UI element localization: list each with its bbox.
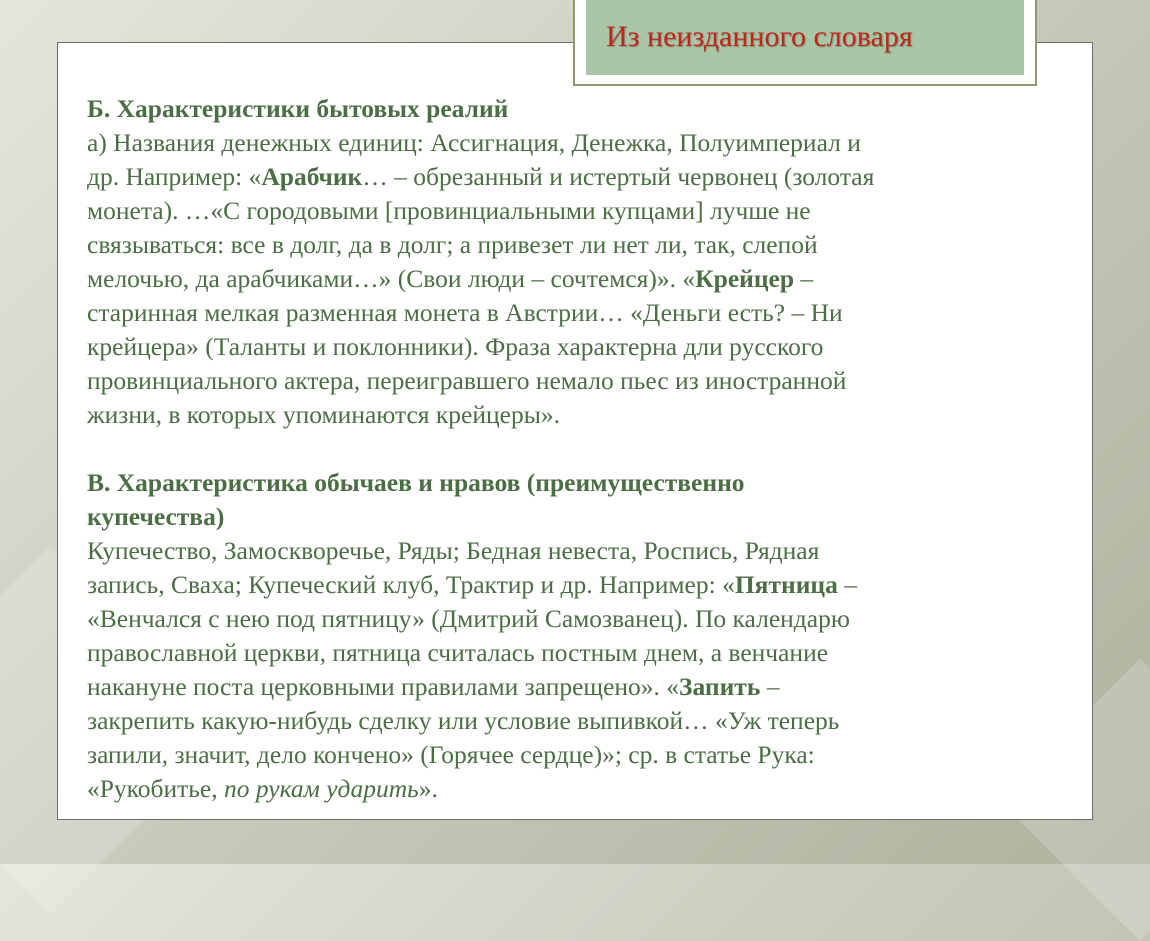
text-segment: провинциального актера, переигравшего немало пьес из иностранной bbox=[87, 366, 847, 395]
text-segment: монета). …«С городовыми [провинциальными купцами] лучше не bbox=[87, 196, 811, 225]
term-highlight: Пятница bbox=[734, 570, 838, 599]
text-line bbox=[87, 568, 1087, 602]
section-v-heading-line: В. Характеристика обычаев и нравов (преимущественно bbox=[87, 468, 745, 497]
title-bar bbox=[586, 0, 1024, 75]
term-highlight: Запить bbox=[679, 672, 761, 701]
text-segment: а) Названия денежных единиц: Ассигнация, Денежка, Полуимпериал и bbox=[87, 128, 861, 157]
text-segment: накануне поста церковными правилами запрещено». « bbox=[87, 672, 680, 701]
text-segment: старинная мелкая разменная монета в Австрии… «Деньги есть? – Ни bbox=[87, 298, 843, 327]
slide-title: Из неизданного словаря bbox=[606, 20, 913, 53]
text-segment: «Рукобитье, bbox=[87, 774, 224, 803]
italic-phrase: по рукам ударить bbox=[224, 774, 419, 803]
text-segment: – bbox=[760, 672, 780, 701]
text-segment: запили, значит, дело кончено» (Горячее сердце)»; ср. в статье Рука: bbox=[87, 740, 815, 769]
text-line bbox=[87, 330, 1087, 364]
text-segment: – bbox=[794, 264, 814, 293]
text-segment: мелочью, да арабчиками…» (Свои люди – сочтемся)». « bbox=[87, 264, 696, 293]
text-segment: закрепить какую-нибудь сделку или условие выпивкой… «Уж теперь bbox=[87, 706, 840, 735]
text-segment: православной церкви, пятница считалась постным днем, а венчание bbox=[87, 638, 829, 667]
text-line bbox=[87, 160, 1087, 194]
text-line bbox=[87, 704, 1087, 738]
text-line bbox=[87, 126, 1087, 160]
text-segment: … – обрезанный и истертый червонец (золотая bbox=[362, 162, 875, 191]
text-segment: «Венчался с нею под пятницу» (Дмитрий Самозванец). По календарю bbox=[87, 604, 850, 633]
text-segment: Купечество, Замоскворечье, Ряды; Бедная невеста, Роспись, Рядная bbox=[87, 536, 820, 565]
text-line bbox=[87, 738, 1087, 772]
term-highlight: Крейцер bbox=[695, 264, 795, 293]
text-segment: крейцера» (Таланты и поклонники). Фраза характерна дли русского bbox=[87, 332, 824, 361]
text-line bbox=[87, 228, 1087, 262]
text-segment: связываться: все в долг, да в долг; а привезет ли нет ли, так, слепой bbox=[87, 230, 818, 259]
section-v-heading-line: купечества) bbox=[87, 502, 225, 531]
text-line bbox=[87, 602, 1087, 636]
text-segment: – bbox=[837, 570, 857, 599]
term-highlight: Арабчик bbox=[261, 162, 363, 191]
section-b-heading: Б. Характеристики бытовых реалий bbox=[87, 94, 509, 123]
text-line bbox=[87, 772, 1087, 806]
text-segment: ». bbox=[418, 774, 438, 803]
text-line bbox=[87, 296, 1087, 330]
text-line bbox=[87, 194, 1087, 228]
text-segment: др. Например: « bbox=[87, 162, 262, 191]
text-line bbox=[87, 364, 1087, 398]
text-line bbox=[87, 534, 1087, 568]
text-line bbox=[87, 636, 1087, 670]
text-segment: жизни, в которых упоминаются крейцеры». bbox=[87, 400, 560, 429]
text-segment: запись, Сваха; Купеческий клуб, Трактир и др. Например: « bbox=[87, 570, 735, 599]
section-b-text bbox=[87, 126, 1087, 432]
text-line bbox=[87, 262, 1087, 296]
paragraph-gap bbox=[87, 432, 1087, 466]
text-line bbox=[87, 398, 1087, 432]
text-line bbox=[87, 670, 1087, 704]
section-v-text bbox=[87, 534, 1087, 806]
slide-body bbox=[87, 92, 1087, 806]
title-frame bbox=[573, 0, 1037, 86]
